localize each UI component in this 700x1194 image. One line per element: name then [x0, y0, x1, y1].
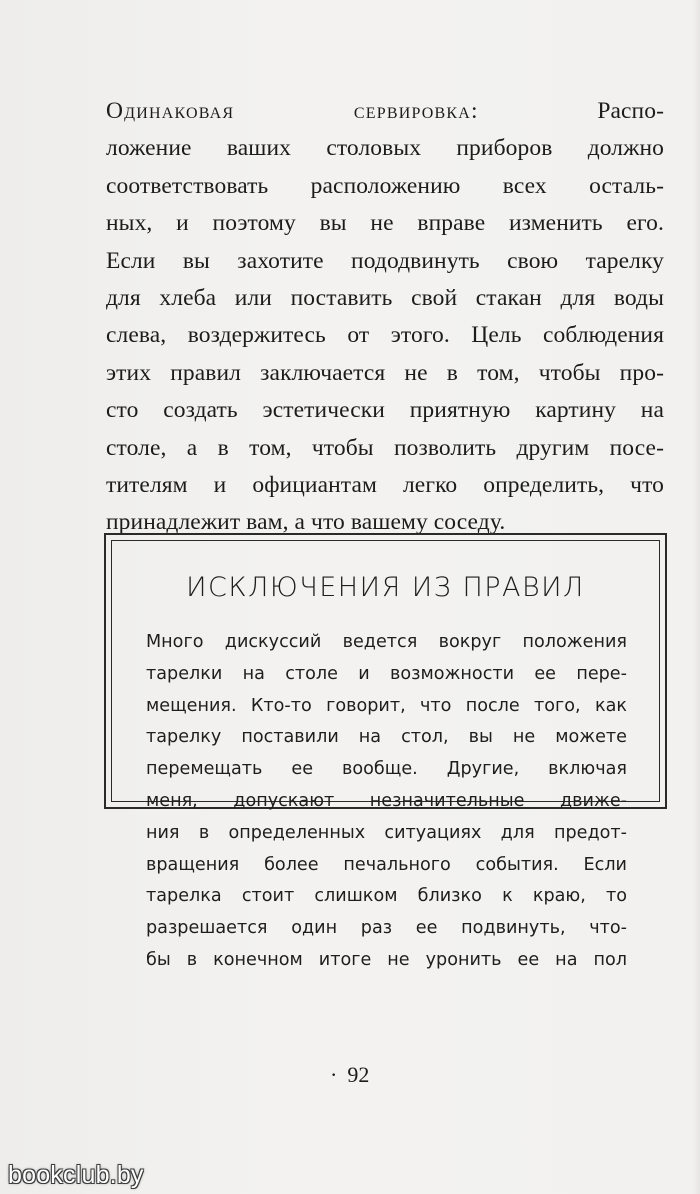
text-line: тителям и официантам легко определить, что — [106, 471, 664, 498]
text-line — [106, 93, 664, 130]
text-line: Если вы захотите пододвинуть свою тарелку — [106, 247, 664, 274]
text-line: этих правил заключается не в том, чтобы про- — [106, 359, 664, 386]
sidebar-line: вращения более печального события. Если — [146, 854, 627, 875]
sidebar-line: Много дискуссий ведется вокруг положения — [146, 632, 627, 652]
text-line: слева, воздержитесь от этого. Цель соблюдения — [106, 322, 664, 349]
text-line: ных, и поэтому вы не вправе изменить его. — [106, 210, 664, 237]
sidebar-line: тарелка стоит слишком близко к краю, то — [146, 886, 627, 907]
page-edge-shadow — [692, 0, 700, 1194]
lead-in-rest: Распо- — [597, 98, 664, 124]
text-line: столе, а в том, чтобы позволить другим посе- — [106, 434, 664, 461]
sidebar-line: бы в конечном итоге не уронить ее на пол — [146, 949, 627, 970]
page-number — [330, 1055, 410, 1095]
lead-in-heading: Одинаковая сервировка: — [106, 98, 479, 124]
page-number-value: 92 — [347, 1062, 370, 1087]
main-paragraph — [106, 93, 664, 542]
sidebar-line: разрешается один раз ее подвинуть, что- — [146, 918, 627, 939]
folio-marker: · — [330, 1062, 338, 1087]
text-line: соответствовать расположению всех осталь- — [106, 172, 664, 199]
sidebar-body — [146, 627, 627, 977]
text-line: ложение ваших столовых приборов должно — [106, 135, 664, 162]
text-line: сто создать эстетически приятную картину на — [106, 397, 664, 424]
sidebar-line: мещения. Кто-то говорит, что после того, как — [146, 695, 627, 716]
sidebar-line: меня, допускают незначительные движе- — [146, 790, 627, 811]
watermark: bookclub.by — [8, 1161, 144, 1189]
sidebar-line: ния в определенных ситуациях для предот- — [146, 822, 627, 843]
sidebar-line: перемещать ее вообще. Другие, включая — [146, 759, 627, 780]
text-line: принадлежит вам, а что вашему соседу. — [106, 509, 506, 536]
sidebar-line: тарелки на столе и возможности ее пере- — [146, 663, 627, 684]
sidebar-line: тарелку поставили на стол, вы не можете — [146, 727, 627, 748]
text-line: для хлеба или поставить свой стакан для воды — [106, 284, 664, 311]
sidebar-title: ИСКЛЮЧЕНИЯ ИЗ ПРАВИЛ — [186, 572, 585, 603]
